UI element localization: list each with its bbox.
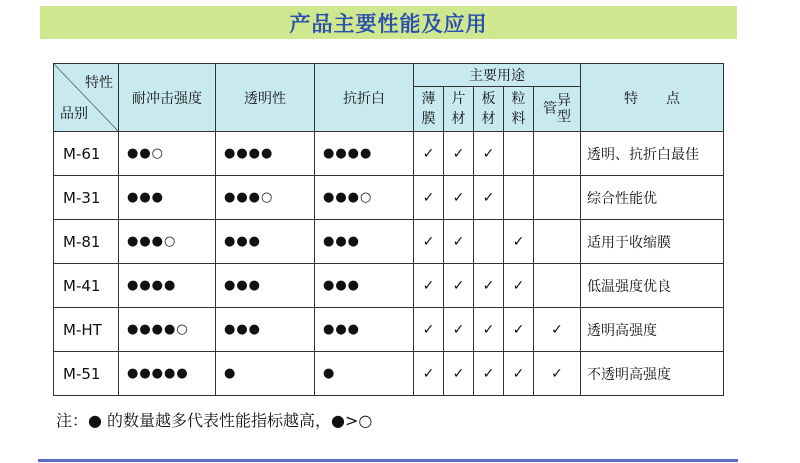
use-check-board: ✓ [474, 176, 504, 220]
transparency-rating: ●●● [216, 220, 315, 264]
corner-bottom-label: 品别 [60, 106, 88, 122]
use-header-pipe-profile: 管 异 型 [534, 87, 581, 132]
use-check-pipe-profile [534, 220, 581, 264]
table-row [54, 264, 724, 308]
footnote: 注：● 的数量越多代表性能指标越高，●>○ [56, 411, 373, 430]
model-cell: M-51 [54, 352, 119, 396]
use-header-board: 板 材 [474, 87, 504, 132]
feature-cell: 透明高强度 [581, 308, 724, 352]
use-check-pellet [504, 132, 534, 176]
use-check-film: ✓ [414, 176, 444, 220]
model-cell: M-HT [54, 308, 119, 352]
table-row [54, 176, 724, 220]
impact-rating: ●●● [119, 176, 216, 220]
transparency-rating: ●●●● [216, 132, 315, 176]
use-check-film: ✓ [414, 264, 444, 308]
use-check-board [474, 220, 504, 264]
feature-cell: 透明、抗折白最佳 [581, 132, 724, 176]
transparency-rating: ●●● [216, 264, 315, 308]
use-header-film: 薄 膜 [414, 87, 444, 132]
fold-white-header: 抗折白 [315, 64, 414, 132]
use-check-pellet: ✓ [504, 308, 534, 352]
use-check-pipe-profile: ✓ [534, 352, 581, 396]
use-header-pellet: 粒 料 [504, 87, 534, 132]
product-spec-table [53, 63, 724, 396]
use-check-film: ✓ [414, 308, 444, 352]
model-cell: M-61 [54, 132, 119, 176]
feature-cell: 适用于收缩膜 [581, 220, 724, 264]
use-check-pellet: ✓ [504, 220, 534, 264]
table-row [54, 352, 724, 396]
page-title: 产品主要性能及应用 [289, 11, 488, 36]
corner-top-label: 特性 [85, 75, 113, 91]
use-check-sheet: ✓ [444, 352, 474, 396]
use-check-sheet: ✓ [444, 308, 474, 352]
use-check-board: ✓ [474, 308, 504, 352]
features-header: 特 点 [581, 64, 724, 132]
impact-rating: ●●●●○ [119, 308, 216, 352]
fold-white-rating: ●●● [315, 264, 414, 308]
use-check-sheet: ✓ [444, 220, 474, 264]
impact-header: 耐冲击强度 [119, 64, 216, 132]
impact-rating: ●●●●● [119, 352, 216, 396]
bottom-divider [38, 459, 738, 462]
feature-cell: 不透明高强度 [581, 352, 724, 396]
use-check-board: ✓ [474, 352, 504, 396]
model-cell: M-41 [54, 264, 119, 308]
table-row [54, 132, 724, 176]
use-header-sheet: 片 材 [444, 87, 474, 132]
transparency-rating: ● [216, 352, 315, 396]
transparency-header: 透明性 [216, 64, 315, 132]
use-check-pipe-profile [534, 176, 581, 220]
use-check-board: ✓ [474, 264, 504, 308]
use-check-board: ✓ [474, 132, 504, 176]
use-check-pellet [504, 176, 534, 220]
fold-white-rating: ●●● [315, 220, 414, 264]
model-cell: M-81 [54, 220, 119, 264]
impact-rating: ●●○ [119, 132, 216, 176]
fold-white-rating: ●●●○ [315, 176, 414, 220]
table-row [54, 220, 724, 264]
fold-white-rating: ● [315, 352, 414, 396]
use-check-film: ✓ [414, 220, 444, 264]
use-check-sheet: ✓ [444, 264, 474, 308]
use-check-sheet: ✓ [444, 132, 474, 176]
impact-rating: ●●●○ [119, 220, 216, 264]
use-check-film: ✓ [414, 352, 444, 396]
use-check-sheet: ✓ [444, 176, 474, 220]
use-check-pipe-profile [534, 132, 581, 176]
transparency-rating: ●●●○ [216, 176, 315, 220]
fold-white-rating: ●●●● [315, 132, 414, 176]
corner-header-cell [54, 64, 119, 132]
main-use-header: 主要用途 [414, 64, 581, 87]
use-check-film: ✓ [414, 132, 444, 176]
table-row [54, 308, 724, 352]
feature-cell: 综合性能优 [581, 176, 724, 220]
feature-cell: 低温强度优良 [581, 264, 724, 308]
fold-white-rating: ●●● [315, 308, 414, 352]
use-check-pipe-profile [534, 264, 581, 308]
use-check-pipe-profile: ✓ [534, 308, 581, 352]
title-bar [40, 6, 737, 39]
use-check-pellet: ✓ [504, 264, 534, 308]
impact-rating: ●●●● [119, 264, 216, 308]
transparency-rating: ●●● [216, 308, 315, 352]
use-check-pellet: ✓ [504, 352, 534, 396]
model-cell: M-31 [54, 176, 119, 220]
